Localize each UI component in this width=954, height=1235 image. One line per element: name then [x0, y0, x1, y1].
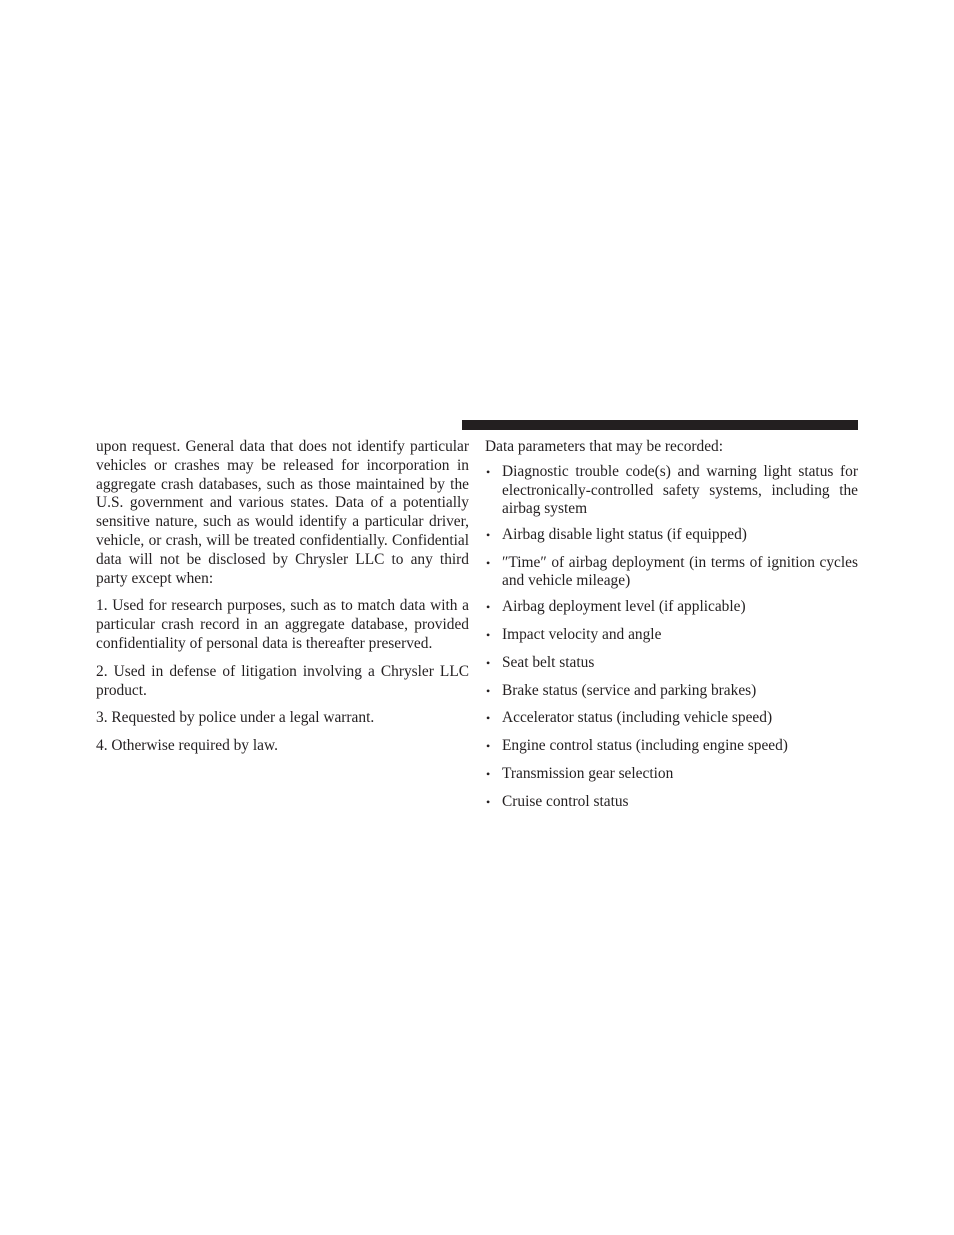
bullet-icon: •	[486, 599, 491, 614]
bullet-icon: •	[486, 739, 491, 754]
list-item	[485, 737, 858, 756]
bullet-icon: •	[486, 711, 491, 726]
bullet-icon: •	[486, 683, 491, 698]
list-item-text: Transmission gear selection	[502, 765, 674, 783]
exception-item-3: 3. Requested by police under a legal warrant.	[96, 709, 375, 727]
right-column	[485, 438, 858, 821]
exception-item-4: 4. Otherwise required by law.	[96, 737, 278, 755]
left-column	[96, 438, 469, 765]
list-item-text: Brake status (service and parking brakes)	[502, 681, 757, 699]
list-item	[485, 598, 858, 617]
intro-paragraph: upon request. General data that does not identify particular vehicles or crashes may be released for incorporation in aggregate crash databases, such as those maintained by the U.S. government and various states. Data of a potentially sensitive nature, such as would identify a particular driver, vehicle, or crash, will be treated confidentially. Confidential data will not be disclosed by Chrysler LLC to any third party except when:	[96, 438, 469, 587]
list-item	[485, 526, 858, 545]
list-item-text: Airbag disable light status (if equipped)	[502, 525, 747, 543]
list-item	[485, 554, 858, 592]
list-item	[485, 793, 858, 812]
list-item-text: Cruise control status	[502, 793, 629, 811]
bullet-icon: •	[486, 527, 491, 542]
exception-item-1: 1. Used for research purposes, such as to match data with a particular crash record in an aggregate database, provided confidentiality of personal data is thereafter preserved.	[96, 597, 469, 652]
list-item	[485, 463, 858, 519]
exception-item-2: 2. Used in defense of litigation involving a Chrysler LLC product.	[96, 662, 469, 699]
list-item-text: Seat belt status	[502, 653, 595, 671]
list-item	[485, 682, 858, 701]
list-item	[485, 626, 858, 645]
bullet-icon: •	[486, 767, 491, 782]
bullet-icon: •	[486, 655, 491, 670]
list-item-text: ″Time″ of airbag deployment (in terms of ignition cycles and vehicle mileage)	[502, 553, 858, 590]
list-item	[485, 709, 858, 728]
list-item-text: Impact velocity and angle	[502, 625, 662, 643]
bullet-icon: •	[486, 555, 491, 570]
list-item	[485, 654, 858, 673]
list-item-text: Engine control status (including engine speed)	[502, 737, 788, 755]
list-item-text: Airbag deployment level (if applicable)	[502, 597, 746, 615]
bullet-icon: •	[486, 795, 491, 810]
list-item-text: Diagnostic trouble code(s) and warning light status for electronically-controlled safety systems, including the airbag system	[502, 462, 858, 518]
data-parameters-lead: Data parameters that may be recorded:	[485, 438, 724, 455]
section-header-rule	[462, 420, 858, 430]
list-item	[485, 765, 858, 784]
list-item-text: Accelerator status (including vehicle speed)	[502, 709, 773, 727]
bullet-icon: •	[486, 464, 491, 479]
data-parameters-list	[485, 463, 858, 812]
bullet-icon: •	[486, 627, 491, 642]
